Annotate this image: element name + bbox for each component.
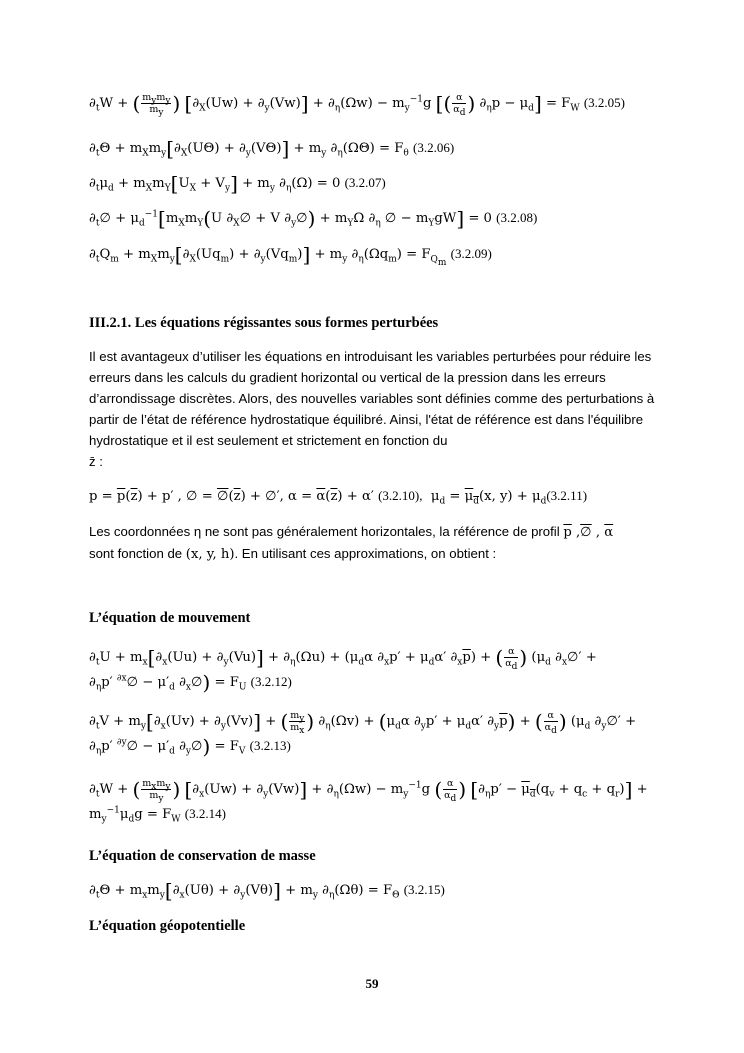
paragraph-text: Il est avantageux d’utiliser les équations en introduisant les variables perturbées pour réduire les erreurs dans les calculs du gradient horizontal ou vertical de la pression dans les erreurs d’arrondissage discrètes. Alors, des nouvelles variables sont définies comme des perturbations à partir de l’état de référence hydrostatique équilibré. Ainsi, l'état de référence est dans l'équilibre hydrostatique et il est seulement et strictement en fonction du [89,349,655,448]
equation-label: (3.2.13) [249,738,291,753]
movement-heading: L’équation de mouvement [89,610,251,626]
section-heading: III.2.1. Les équations régissantes sous formes perturbées [89,315,439,331]
equation-3-2-06: $\partial_t\Theta + m_Xm_y[\partial_X(U\Theta) + \partial_y(V\Theta)] + m_y$ $\partial_\eta(\Omega\Theta) = F_\theta$ (3.2.06) [89,136,455,161]
geopotential-heading: L’équation géopotentielle [89,918,246,934]
equation-3-2-10-11: $p = \overline{p}(\overline{z}) + p'$ , ∅ = $\emptyset(\overline{z})$ + ∅′, $\alpha = \overline{\alpha}(\overline{z}) + \alpha'$ (3.2.10), $\mu_d = \mu_d(x$, $y) + \mu_d(3.2.11)$ [89,488,588,507]
paragraph [89,346,659,472]
equation-3-2-07: $\partial_t\mu_d + m_Xm_Y[U_X + V_y] + m_y$ $\partial_\eta(\Omega) = 0$ (3.2.07) [89,171,386,196]
equation-label: (3.2.15) [403,882,445,897]
equation-label: (3.2.09) [450,246,492,261]
paragraph-2: Les coordonnées η ne sont pas généralement horizontales, la référence de profil $\overline{p}$ ,∅ , $\overline{\alpha}$ sont fonction de (x, y, h). En utilisant ces approximations, on obtient : [89,524,614,562]
equation-label: (3.2.11) [546,488,588,503]
equation-3-2-15: $\partial_t\Theta + m_xm_y[\partial_x(U\theta) + \partial_y(V\theta)] + m_y$ $\partial_\eta(\Omega\theta) = F_\Theta$ (3.2.15) [89,878,445,903]
equation-label: (3.2.12) [250,674,292,689]
equation-label: (3.2.10), [378,488,423,503]
equation-3-2-05: $\partial_tW$ + ( $\frac{m_ym_y}{m_y}$ ) $[\partial_X(Uw) + \partial_y(Vw)] + \partial_\eta(\Omega w) - m_y^{-1}g$ [( $\frac{\alpha}{\alpha_d}$ ) $\partial_\eta p - \mu_d] = F_W$ (3.2.05) [89,91,625,118]
equation-3-2-08: $\partial_t\emptyset + \mu_d^{-1}[m_Xm_Y(U$ $\partial_X\emptyset + V$ $\partial_y\emptyset) + m_Y\Omega$ $\partial_\eta$ ∅ − $m_YgW] = 0$ (3.2.08) [89,206,538,231]
equation-label: (3.2.05) [583,95,625,110]
page-number: 59 [365,976,379,991]
equation-label: (3.2.14) [184,806,226,821]
z-symbol: z̄ : [89,454,103,469]
equation-3-2-13: $\partial_tV + m_y[\partial_x(Uv) + \partial_y(Vv)]$ + ( $\frac{m_y}{m_x}$ ) $\partial_\eta(\Omega v) + (\mu_d\alpha$ $\partial_yp' + \mu_d\alpha'$ $\partial_y\overline{p}$) + ( $\frac{\alpha}{\alpha_d}$ ) ($\mu_d$ $\partial_y\emptyset'$ + $\partial_\eta p'$ $^{\partial y}$∅ − $\mu'_d$ $\partial_y\emptyset) = F_V$ (3.2.13) [89,709,637,759]
equation-label: (3.2.07) [344,175,386,190]
paragraph-text: sont fonction de [89,546,183,561]
equation-label: (3.2.08) [496,210,538,225]
mass-heading: L’équation de conservation de masse [89,848,316,864]
equation-label: (3.2.06) [413,140,455,155]
equation-3-2-14: $\partial_tW$ + ( $\frac{m_xm_y}{m_y}$ ) $[\partial_x(Uw) + \partial_y(Vw)] + \partial_\eta(\Omega w) - m_y^{-1}g$ ( $\frac{\alpha}{\alpha_d}$ ) $[\partial_\eta p' - \mu_d(q_v + q_c + q_r)]$ + $m_y^{-1}\mu_dg = F_W$ (3.2.14) [89,777,648,825]
equation-3-2-09: $\partial_tQ_m + m_Xm_y[\partial_X(Uq_m) + \partial_y(Vq_m)] + m_y$ $\partial_\eta(\Omega q_m) = F_{Q_m}$ (3.2.09) [89,242,492,268]
equation-3-2-12: $\partial_tU + m_x[\partial_x(Uu) + \partial_y(Vu)] + \partial_\eta(\Omega u) + (\mu_d\alpha$ $\partial_xp' + \mu_d\alpha'$ $\partial_x\overline{p}$) + ( $\frac{\alpha}{\alpha_d}$ ) ($\mu_d$ $\partial_x\emptyset'$ + $\partial_\eta p'$ $^{\partial x}$∅ − $\mu'_d$ $\partial_x\emptyset) = F_U$ (3.2.12) [89,645,597,695]
paragraph-text: Les coordonnées η ne sont pas généralement horizontales, la référence de profil [89,524,560,539]
paragraph-text: . En utilisant ces approximations, on obtient : [234,546,497,561]
